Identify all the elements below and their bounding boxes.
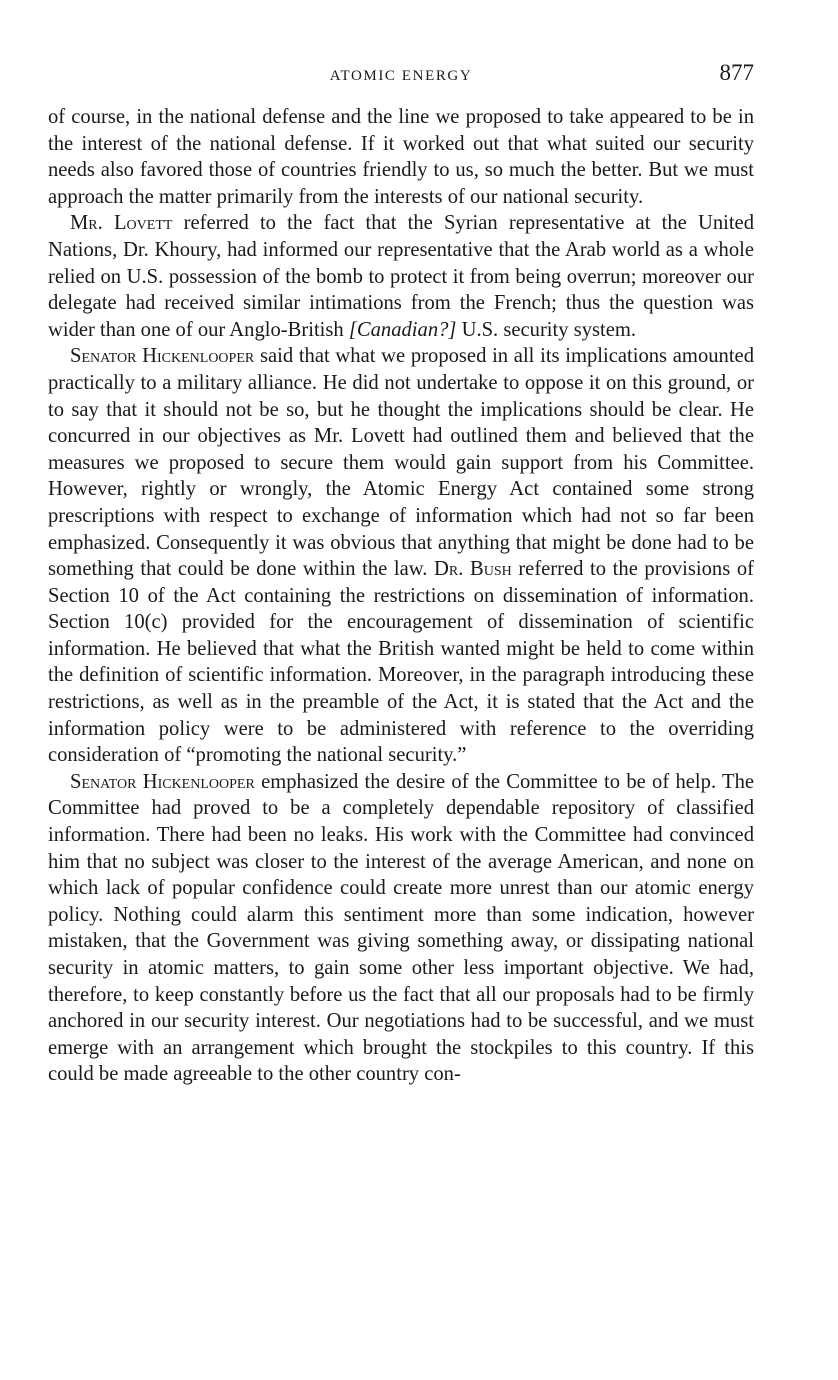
paragraph-3-text-after: referred to the provisions of Section 10 of the Act containing the restrictions on dissemination of information. Section 10(c) provided for the encouragement of dissemination of scientific information. He believed that what the British wanted might be held to come within the definition of scientific information. Moreover, in the paragraph introducing these restrictions, as well as in the preamble of the Act, it is stated that the Act and the information policy were to be administered with reference to the overriding consideration of “promoting the national security.” xyxy=(48,558,754,767)
paragraph-2-text-before: referred to the fact that the Syrian representative at the United Nations, Dr. Khoury, had informed our representative that the Arab world as a whole relied on U.S. possession of the bomb to protect it from being overrun; moreover our delegate had received similar intimations from the French; thus the question was wider than one of our Anglo-British xyxy=(48,212,754,341)
paragraph-3 xyxy=(48,343,754,769)
editorial-note: [Canadian?] xyxy=(348,318,457,341)
speaker-hickenlooper: Senator Hickenlooper xyxy=(70,345,255,368)
paragraph-1 xyxy=(48,104,754,210)
running-header xyxy=(48,58,754,104)
paragraph-2 xyxy=(48,210,754,343)
speaker-hickenlooper-2: Senator Hickenlooper xyxy=(70,770,255,793)
document-page xyxy=(48,58,754,1088)
speaker-lovett: Mr. Lovett xyxy=(70,212,173,235)
page-number: 877 xyxy=(719,60,754,85)
paragraph-1-text: of course, in the national defense and the line we proposed to take appeared to be in the interest of the national defense. If it worked out that what suited our security needs also favored those of countries friendly to us, so much the better. But we must approach the matter primarily from the interests of our national security. xyxy=(48,106,754,208)
body-text xyxy=(48,104,754,1088)
paragraph-3-text-before: said that what we proposed in all its implications amounted practically to a military alliance. He did not undertake to oppose it on this ground, or to say that it should not be so, but he thought the implications should be clear. He concurred in our objectives as Mr. Lovett had outlined them and believed that the measures we proposed to secure them would gain support from his Committee. However, rightly or wrongly, the Atomic Energy Act contained some strong prescriptions with respect to exchange of information which had not so far been emphasized. Consequently it was obvious that anything that might be done had to be something that could be done within the law. xyxy=(48,345,754,581)
running-title: ATOMIC ENERGY xyxy=(329,68,473,84)
paragraph-4 xyxy=(48,769,754,1088)
paragraph-4-text: emphasized the desire of the Committee to be of help. The Committee had proved to be a completely dependable repository of classified information. There had been no leaks. His work with the Committee had convinced him that no subject was closer to the interest of the average American, and none on which lack of popular confidence could create more unrest than our atomic energy policy. Nothing could alarm this sentiment more than some indication, however mistaken, that the Government was giving something away, or dissipating national security in atomic matters, to gain some other less important objective. We had, therefore, to keep constantly before us the fact that all our proposals had to be firmly anchored in our security interest. Our negotiations had to be successful, and we must emerge with an arrangement which brought the stockpiles to this country. If this could be made agreeable to the other country con- xyxy=(48,770,755,1086)
paragraph-2-text-after: U.S. security system. xyxy=(456,318,637,341)
speaker-bush: Dr. Bush xyxy=(434,558,512,581)
